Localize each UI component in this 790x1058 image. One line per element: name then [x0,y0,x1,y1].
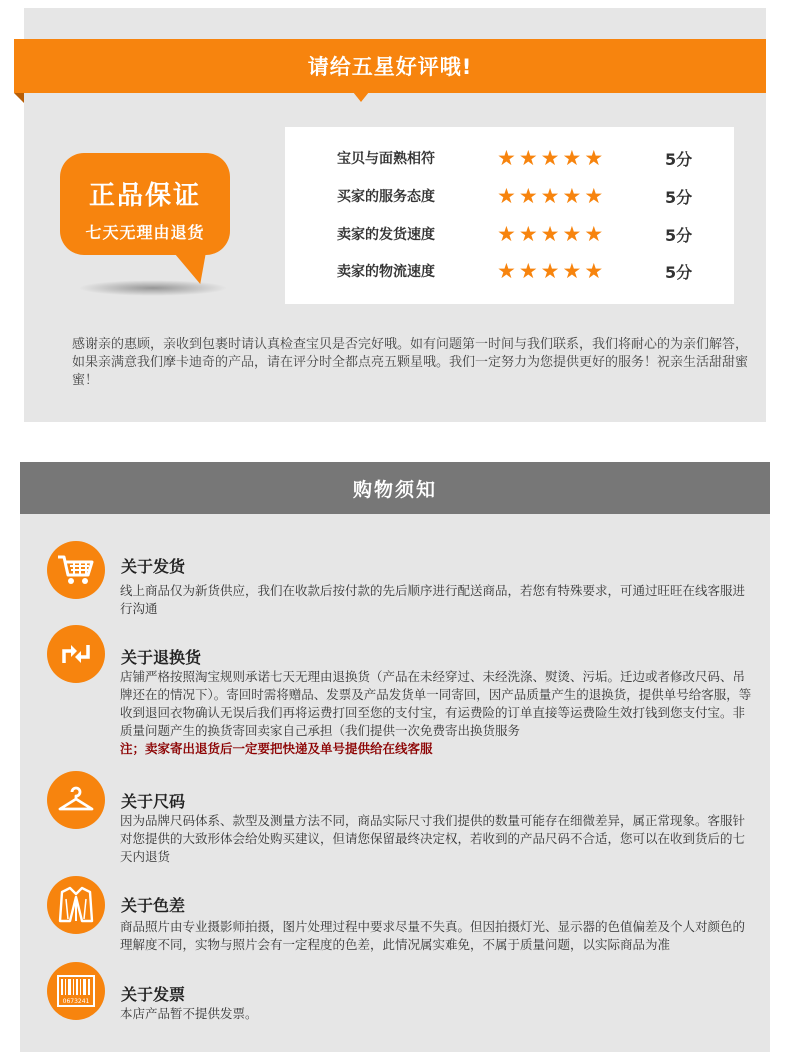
star-icon: ★ [584,222,604,246]
rating-label: 卖家的物流速度 [337,264,435,280]
banner-pointer [353,92,369,102]
star-icon: ★ [540,222,560,246]
item-body-sizing: 因为品牌尺码体系、款型及测量方法不同，商品实际尺寸我们提供的数量可能存在细微差异，属正常现象。客服针对您提供的大致形体会给处购买建议，但请您保留最终决定权，若收到的产品尺码不合适，您可以在收到货后的七天内退货 [120,813,746,864]
rating-label: 买家的服务态度 [337,189,435,205]
star-rating [497,147,647,169]
star-icon: ★ [497,259,516,283]
jacket-icon [47,876,105,934]
star-icon: ★ [497,146,516,170]
badge-subtitle: 七天无理由退货 [85,223,205,242]
notice-title: 购物须知 [352,478,437,501]
returns-note: 注；卖家寄出退货后一定要把快递及单号提供给在线客服 [120,741,433,756]
review-banner [14,39,766,93]
star-rating [497,185,647,207]
rating-row [337,147,717,169]
star-icon: ★ [584,184,604,208]
return-exchange-icon [47,625,105,683]
rating-label: 卖家的发货速度 [337,227,435,243]
badge-title: 正品保证 [88,181,201,211]
star-icon: ★ [518,184,538,208]
star-icon: ★ [540,184,560,208]
rating-row [337,185,717,207]
rating-label: 宝贝与面熟相符 [337,151,435,167]
star-rating [497,223,647,245]
star-icon: ★ [562,259,582,283]
star-icon: ★ [562,222,582,246]
item-title-shipping: 关于发货 [121,557,186,576]
thanks-message: 感谢亲的惠顾，亲收到包裹时请认真检查宝贝是否完好哦。如有问题第一时间与我们联系，我们将耐心的为亲们解答，如果亲满意我们摩卡迪奇的产品，请在评分时全都点亮五颗星哦。我们一定努力为您提供更好的服务！祝亲生活甜甜蜜蜜！ [72,337,749,388]
hanger-icon [47,771,105,829]
star-icon: ★ [562,146,582,170]
star-icon: ★ [518,259,538,283]
rating-score: 5分 [665,262,693,282]
item-body-color: 商品照片由专业摄影师拍摄，图片处理过程中要求尽量不失真。但因拍摄灯光、显示器的色值偏差及个人对颜色的理解度不同，实物与照片会有一定程度的色差，此情况属实难免，不属于质量问题，以实际商品为准 [120,919,746,952]
item-title-sizing: 关于尺码 [121,792,186,811]
shopping-cart-icon [47,541,105,599]
banner-title: 请给五星好评哦! [307,55,473,79]
rating-row [337,260,717,282]
star-icon: ★ [584,259,604,283]
star-icon: ★ [540,146,560,170]
returns-text: 店铺严格按照淘宝规则承诺七天无理由退换货（产品在未经穿过、未经洗涤、熨烫、污垢。迁边或者修改尺码、吊牌还在的情况下）。寄回时需将赠品、发票及产品发货单一同寄回，因产品质量产生的退换货，提供单号给客服，等收到退回衣物确认无误后我们再将运费打回至您的支付宝，有运费险的订单直接等运费险生效打钱到您支付宝。非质量问题产生的换货寄回卖家自己承担（我们提供一次免费寄出换货服务 [120,669,752,738]
item-title-returns: 关于退换货 [121,648,202,667]
star-icon: ★ [497,184,516,208]
rating-row [337,223,717,245]
item-title-invoice: 关于发票 [121,985,186,1004]
star-icon: ★ [584,146,604,170]
star-icon: ★ [518,222,538,246]
star-icon: ★ [540,259,560,283]
rating-score: 5分 [665,187,693,207]
star-rating [497,260,647,282]
banner-fold [14,93,24,103]
rating-score: 5分 [665,225,693,245]
barcode-icon [47,962,105,1020]
item-body-invoice: 本店产品暂不提供发票。 [120,1006,258,1021]
notice-header [20,462,770,514]
rating-score: 5分 [665,149,693,169]
barcode-number: 0673241 [62,998,90,1005]
item-body-shipping: 线上商品仅为新货供应，我们在收款后按付款的先后顺序进行配送商品，若您有特殊要求，可通过旺旺在线客服进行沟通 [120,583,746,616]
item-body-returns [120,668,752,758]
rating-box [285,127,734,304]
authentic-guarantee-badge [60,153,230,255]
star-icon: ★ [562,184,582,208]
item-title-color: 关于色差 [121,896,186,915]
star-icon: ★ [497,222,516,246]
star-icon: ★ [518,146,538,170]
